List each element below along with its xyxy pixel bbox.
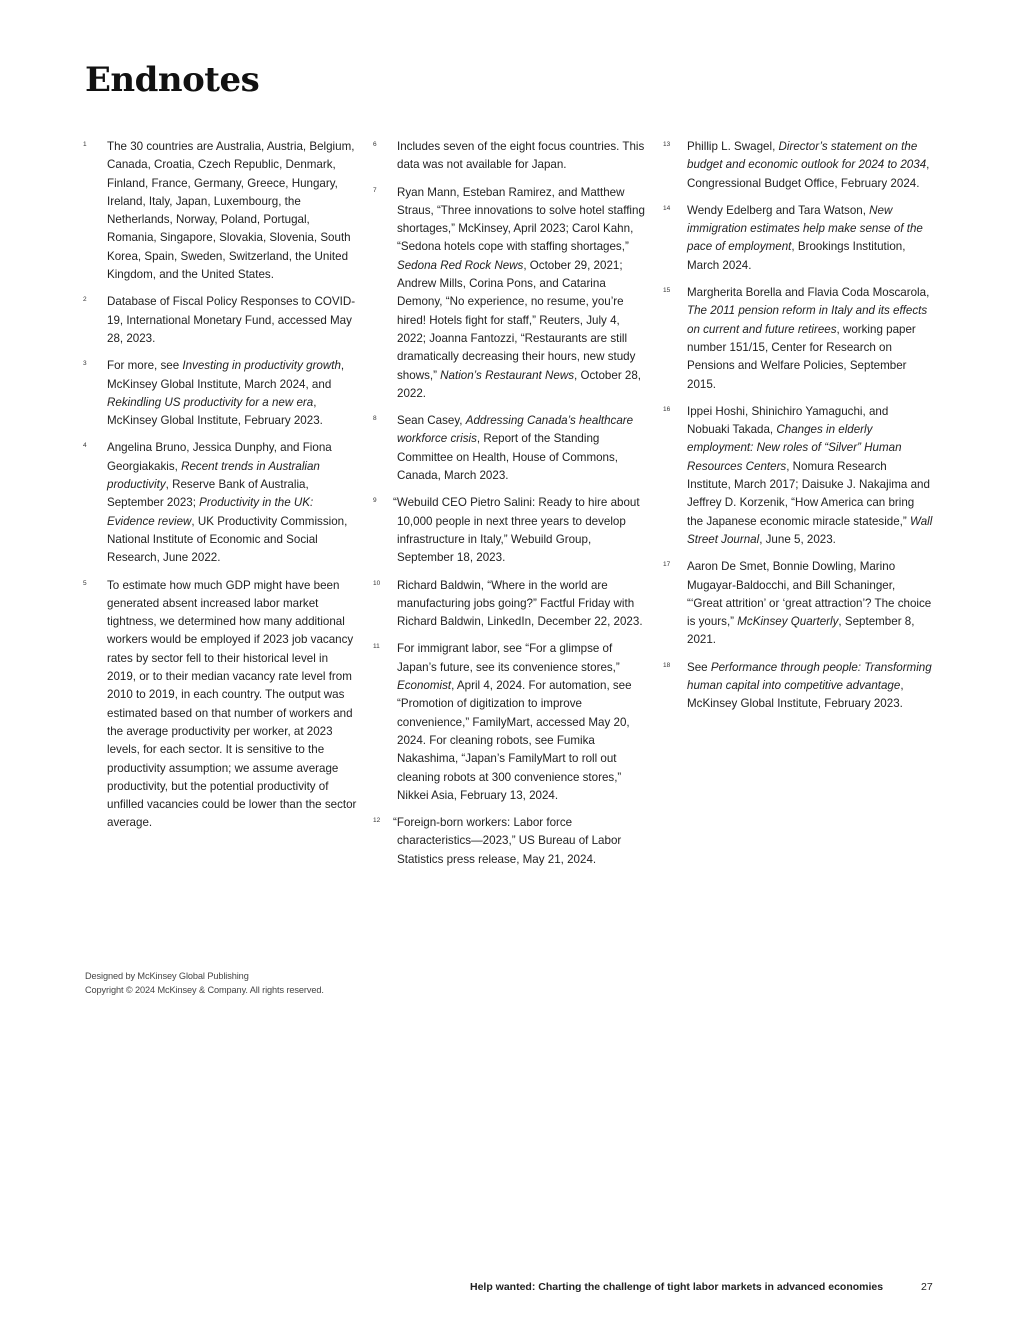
page-number: 27 xyxy=(921,1281,933,1293)
endnote-citation-title: Economist xyxy=(397,679,452,693)
endnote-text xyxy=(687,558,933,649)
endnote-text xyxy=(397,640,648,805)
endnote-15 xyxy=(663,284,933,394)
endnote-text-segment: , October 29, 2021; Andrew Mills, Corina Pons, and Catarina Demony, “No experience, no resume, you’re hired! Hotels fight for staff,” Reuters, July 4, 2022; Joanna Fantozzi, “Restaurants are still dramatically decreasing their hours, new study shows,” xyxy=(397,258,636,382)
endnote-7 xyxy=(373,184,648,404)
endnote-citation-title: The 2011 pension reform in Italy and its effects on current and future retirees xyxy=(687,304,928,336)
endnote-text-segment: , McKinsey Global Institute, February 2023. xyxy=(107,395,323,428)
endnote-18 xyxy=(663,659,933,714)
endnote-citation-title: Investing in productivity growth xyxy=(182,359,341,373)
endnote-number: 6 xyxy=(373,141,377,148)
endnote-text-segment: , McKinsey Global Institute, March 2024, and xyxy=(107,359,345,391)
endnote-text-segment: Includes seven of the eight focus countries. This data was not available for Japan. xyxy=(397,140,645,172)
endnote-16 xyxy=(663,403,933,549)
endnote-text-segment: To estimate how much GDP might have been generated absent increased labor market tightness, we determined how many additional workers would be employed if 2023 job vacancy rates by sector fell to their historical level in 2019, or to their median vacancy rate level from 2010 to 2019, in each country. The output was estimated based on that number of workers and the average productivity per worker, at 2023 levels, for each sector. It is sensitive to the productivity assumption; we assume average productivity, but the potential productivity of unfilled vacancies could be lower than the sector average. xyxy=(107,578,357,830)
endnote-text-segment: For immigrant labor, see “For a glimpse of Japan’s future, see its convenience stores,” xyxy=(397,642,620,674)
endnote-number: 8 xyxy=(373,415,377,423)
endnote-text-segment: , October 28, 2022. xyxy=(397,368,642,400)
footer-report-title: Help wanted: Charting the challenge of tight labor markets in advanced economies xyxy=(470,1281,884,1293)
endnote-text xyxy=(107,138,358,284)
endnote-citation-title: Wall Street Journal xyxy=(687,514,933,546)
endnote-citation-title: Addressing Canada’s healthcare workforce crisis xyxy=(397,414,634,446)
endnote-text xyxy=(687,202,933,275)
credits-designer: Designed by McKinsey Global Publishing xyxy=(85,971,249,981)
endnote-citation-title: Recent trends in Australian productivity xyxy=(107,459,320,492)
endnote-13 xyxy=(663,138,933,193)
endnote-17 xyxy=(663,558,933,649)
endnote-11 xyxy=(373,640,648,805)
endnote-text xyxy=(687,403,933,549)
endnote-5 xyxy=(83,577,358,833)
endnote-text xyxy=(397,138,648,175)
endnote-text xyxy=(107,293,358,348)
endnote-text-segment: Angelina Bruno, Jessica Dunphy, and Fiona Georgiakakis, xyxy=(107,441,332,473)
endnote-number: 12 xyxy=(373,817,381,825)
endnote-text-segment: Ippei Hoshi, Shinichiro Yamaguchi, and Nobuaki Takada, xyxy=(687,404,889,437)
endnote-number: 10 xyxy=(373,579,381,587)
endnote-number: 17 xyxy=(663,561,671,569)
endnote-9 xyxy=(373,494,648,567)
endnote-text xyxy=(687,138,933,193)
endnote-number: 15 xyxy=(663,287,671,295)
endnote-text xyxy=(687,659,933,714)
endnote-text-segment: Sean Casey, xyxy=(397,414,466,428)
endnote-text-segment: Database of Fiscal Policy Responses to COVID-19, International Monetary Fund, accessed May 28, 2023. xyxy=(107,295,356,345)
endnote-citation-title: Rekindling US productivity for a new era xyxy=(107,395,314,409)
endnote-10 xyxy=(373,577,648,632)
endnote-text xyxy=(107,357,358,430)
endnote-text xyxy=(397,577,648,632)
endnotes-column-1 xyxy=(83,138,358,842)
endnote-citation-title: Productivity in the UK: Evidence review xyxy=(107,496,314,528)
credits xyxy=(85,970,324,997)
endnote-text-segment: Richard Baldwin, “Where in the world are manufacturing jobs going?” Factful Friday with Richard Baldwin, LinkedIn, December 22, 2023. xyxy=(397,578,643,629)
endnote-text-segment: , UK Productivity Commission, National Institute of Economic and Social Research, June 2022. xyxy=(107,514,348,565)
endnote-number: 5 xyxy=(83,579,87,587)
endnote-text-segment: , Congressional Budget Office, February 2024. xyxy=(687,158,930,190)
endnote-1 xyxy=(83,138,358,284)
endnote-text-segment: Phillip L. Swagel, xyxy=(687,140,779,153)
endnote-number: 1 xyxy=(83,141,87,148)
endnote-text-segment: , Nomura Research Institute, March 2017; Daisuke J. Nakajima and Jeffrey D. Korzenik, “How America can bring the Japanese economic miracle stateside,” xyxy=(687,459,930,528)
endnote-number: 18 xyxy=(663,661,671,669)
endnote-text-segment: See xyxy=(687,660,711,674)
endnote-citation-title: Director’s statement on the budget and economic outlook for 2024 to 2034 xyxy=(687,140,927,172)
endnotes-column-2 xyxy=(373,138,648,878)
endnote-text-segment: Wendy Edelberg and Tara Watson, xyxy=(687,203,870,217)
endnote-14 xyxy=(663,202,933,275)
endnote-number: 14 xyxy=(663,204,671,212)
endnote-citation-title: Changes in elderly employment: New roles of “Silver” Human Resources Centers xyxy=(687,423,902,473)
endnote-text-segment: , McKinsey Global Institute, February 2023. xyxy=(687,679,904,711)
endnote-text-segment: Ryan Mann, Esteban Ramirez, and Matthew Straus, “Three innovations to solve hotel staffing shortages,” McKinsey, April 2023; Carol Kahn, “Sedona hotels cope with staffing shortages,” xyxy=(397,185,645,254)
endnote-text-segment: “Webuild CEO Pietro Salini: Ready to hire about 10,000 people in next three years to develop infrastructure in Italy,” Webuild Group, September 18, 2023. xyxy=(393,496,640,565)
endnote-number: 11 xyxy=(373,643,380,651)
endnote-text xyxy=(687,284,933,394)
endnote-text-segment: , Brookings Institution, March 2024. xyxy=(687,240,906,272)
endnote-2 xyxy=(83,293,358,348)
endnote-4 xyxy=(83,439,358,567)
endnote-text xyxy=(107,439,358,567)
endnote-text-segment: Aaron De Smet, Bonnie Dowling, Marino Mugayar-Baldocchi, and Bill Schaninger, “‘Great attrition’ or ‘great attraction’? The choice is yours,” xyxy=(687,560,932,629)
endnote-12 xyxy=(373,814,648,869)
endnote-text-segment: “Foreign-born workers: Labor force characteristics—2023,” US Bureau of Labor Statistics press release, May 21, 2024. xyxy=(393,816,622,866)
endnote-6 xyxy=(373,138,648,175)
endnote-text-segment: , September 8, 2021. xyxy=(687,615,915,647)
endnote-text-segment: , Report of the Standing Committee on Health, House of Commons, Canada, March 2023. xyxy=(397,432,619,483)
endnote-number: 2 xyxy=(83,296,87,304)
endnote-text xyxy=(393,814,648,869)
endnote-text-segment: The 30 countries are Australia, Austria, Belgium, Canada, Croatia, Czech Republic, Denmark, Finland, France, Germany, Greece, Hungary, Ireland, Italy, Japan, Luxembourg, the Netherlands, Norway, Poland, Portugal, Romania, Singapore, Slovakia, Slovenia, South Korea, Spain, Sweden, Switzerland, the United Kingdom, and the United States. xyxy=(107,140,355,282)
endnote-8 xyxy=(373,412,648,485)
endnote-text-segment: , working paper number 151/15, Center for Research on Pensions and Welfare Policies, September 2015. xyxy=(687,322,916,391)
endnote-text-segment: , Reserve Bank of Australia, September 2023; xyxy=(107,478,309,510)
endnote-text-segment: Margherita Borella and Flavia Coda Moscarola, xyxy=(687,286,930,300)
endnote-citation-title: Sedona Red Rock News xyxy=(397,258,524,272)
endnote-number: 9 xyxy=(373,497,377,505)
endnote-text xyxy=(397,412,648,485)
endnote-text xyxy=(397,184,648,404)
endnote-text xyxy=(107,577,358,833)
endnote-number: 16 xyxy=(663,405,671,413)
endnote-number: 7 xyxy=(373,186,377,194)
endnote-text-segment: , June 5, 2023. xyxy=(759,532,836,546)
endnote-citation-title: New immigration estimates help make sense of the pace of employment xyxy=(687,203,923,254)
endnote-citation-title: McKinsey Quarterly xyxy=(737,615,839,629)
endnote-number: 4 xyxy=(83,442,87,450)
endnote-number: 3 xyxy=(83,360,87,368)
page-title: Endnotes xyxy=(85,60,260,100)
endnote-citation-title: Performance through people: Transforming human capital into competitive advantage xyxy=(687,660,932,693)
endnote-3 xyxy=(83,357,358,430)
endnote-text xyxy=(393,494,648,567)
endnote-text-segment: , April 4, 2024. For automation, see “Promotion of digitization to improve convenience,” FamilyMart, accessed May 20, 2024. For cleaning robots, see Fumika Nakashima, “Japan’s FamilyMart to roll out cleaning robots at 300 convenience stores,” Nikkei Asia, February 13, 2024. xyxy=(397,679,632,802)
endnote-number: 13 xyxy=(663,141,671,148)
endnotes-column-3 xyxy=(663,138,933,723)
endnote-text-segment: For more, see xyxy=(107,359,183,373)
endnote-citation-title: Nation’s Restaurant News xyxy=(440,368,574,382)
credits-copyright: Copyright © 2024 McKinsey & Company. All rights reserved. xyxy=(85,984,324,995)
